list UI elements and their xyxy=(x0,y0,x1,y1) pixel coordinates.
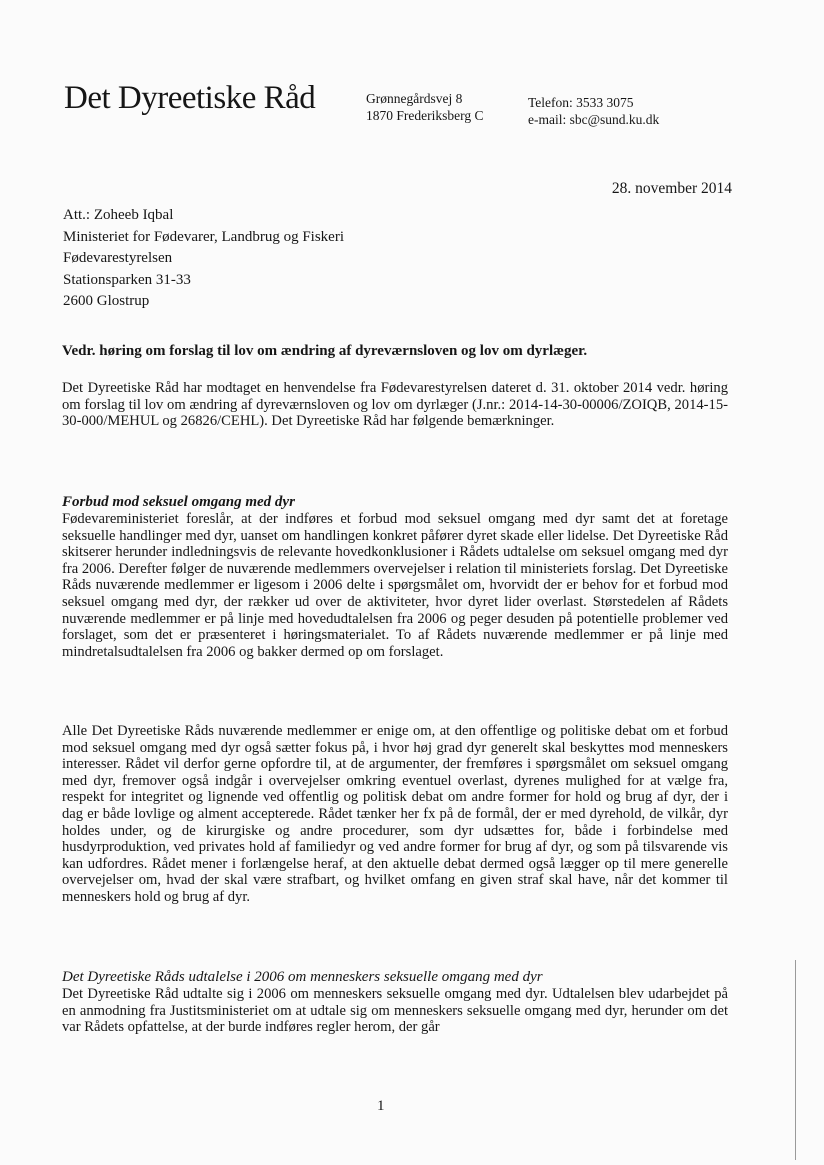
page-number: 1 xyxy=(377,1098,385,1114)
recipient-line: Ministeriet for Fødevarer, Landbrug og Fiskeri xyxy=(63,228,345,245)
section-heading: Forbud mod seksuel omgang med dyr xyxy=(62,494,295,510)
letterhead-address xyxy=(366,90,484,124)
recipient-line: Att.: Zoheeb Iqbal xyxy=(63,207,174,223)
body-paragraph: Det Dyreetiske Råd udtalte sig i 2006 om menneskers seksuelle omgang med dyr. Udtalelsen blev udarbejdet på en anmodning fra Justitsministeriet om at udtale sig om menneskers seksuelle omgang med dyr, herunder om det var Rådets opfattelse, at der burde indføres regler herom, der går xyxy=(62,986,728,1036)
phone: Telefon: 3533 3075 xyxy=(528,95,634,110)
letter-date: 28. november 2014 xyxy=(611,180,732,197)
body-paragraph: Fødevareministeriet foreslår, at der indføres et forbud mod seksuel omgang med dyr samt det at foretage seksuelle handlinger med dyr, uanset om handlingen konkret påfører dyret skade eller lidelse. Det Dyreetiske Råd skitserer herunder indledningsvis de relevante hovedkonklusioner i Rådets udtalelse om seksuel omgang med dyr fra 2006. Derefter følger de nuværende medlemmers overvejelser i relation til ministeriets forslag. Det Dyreetiske Råds nuværende medlemmer er ligesom i 2006 delte i spørgsmålet om, hvorvidt der er behov for et forbud mod seksuel omgang med dyr, der rækker ud over de aktiviteter, hvor dyret lider overlast. Størstedelen af Rådets nuværende medlemmer er på linje med hovedudtalelsen fra 2006 og peger desuden på potentielle problemer ved forslaget, som det er præsenteret i høringsmaterialet. To af Rådets nuværende medlemmer er på linje med mindretalsudtalelsen fra 2006 og bakker dermed op om forslaget. xyxy=(62,511,728,660)
recipient-line: Stationsparken 31-33 xyxy=(63,271,191,288)
address-line: 1870 Frederiksberg C xyxy=(366,108,484,123)
address-line: Grønnegårdsvej 8 xyxy=(366,91,463,106)
recipient-line: 2600 Glostrup xyxy=(63,293,150,309)
subject-line: Vedr. høring om forslag til lov om ændring af dyreværnsloven og lov om dyrlæger. xyxy=(62,343,588,359)
letterhead-contact xyxy=(528,94,659,128)
intro-paragraph: Det Dyreetiske Råd har modtaget en henvendelse fra Fødevarestyrelsen dateret d. 31. oktober 2014 vedr. høring om forslag til lov om ændring af dyreværnsloven og lov om dyrlæger (J.nr.: 2014-14-30-00006/ZOIQB, 2014-15-30-000/MEHUL og 26826/CEHL). Det Dyreetiske Råd har følgende bemærkninger. xyxy=(62,380,728,430)
section-heading: Det Dyreetiske Råds udtalelse i 2006 om menneskers seksuelle omgang med dyr xyxy=(62,969,543,985)
letterhead-logo: Det Dyreetiske Råd xyxy=(64,80,316,116)
recipient-line: Fødevarestyrelsen xyxy=(63,250,173,266)
scan-edge-line xyxy=(795,960,796,1160)
recipient-block xyxy=(63,205,344,313)
body-paragraph: Alle Det Dyreetiske Råds nuværende medlemmer er enige om, at den offentlige og politiske debat om et forbud mod seksuel omgang med dyr også sætter fokus på, i hvor høj grad dyr generelt skal beskyttes mod menneskers interesser. Rådet vil derfor gerne opfordre til, at de argumenter, der fremføres i spørgsmålet om seksuel omgang med dyr, fremover også indgår i overvejelser omkring eventuel overlast, dyrenes mulighed for at vælge fra, respekt for integritet og lignende ved offentlig og politisk debat om andre former for hold og brug af dyr, der i dag er både lovlige og alment accepterede. Rådet tænker her fx på de formål, der er med dyrehold, de vilkår, dyr holdes under, og de kirurgiske og andre procedurer, som dyr udsættes for, både i forbindelse med husdyrproduktion, ved privates hold af familiedyr og ved andre former for brug af dyr, og som på tilsvarende vis kan udfordres. Rådet mener i forlængelse heraf, at den aktuelle debat dermed også lægger op til mere generelle overvejelser om, hvad der skal være strafbart, og hvilket omfang en given straf skal have, når det kommer til menneskers hold og brug af dyr. xyxy=(62,723,728,905)
email: e-mail: sbc@sund.ku.dk xyxy=(528,112,660,127)
